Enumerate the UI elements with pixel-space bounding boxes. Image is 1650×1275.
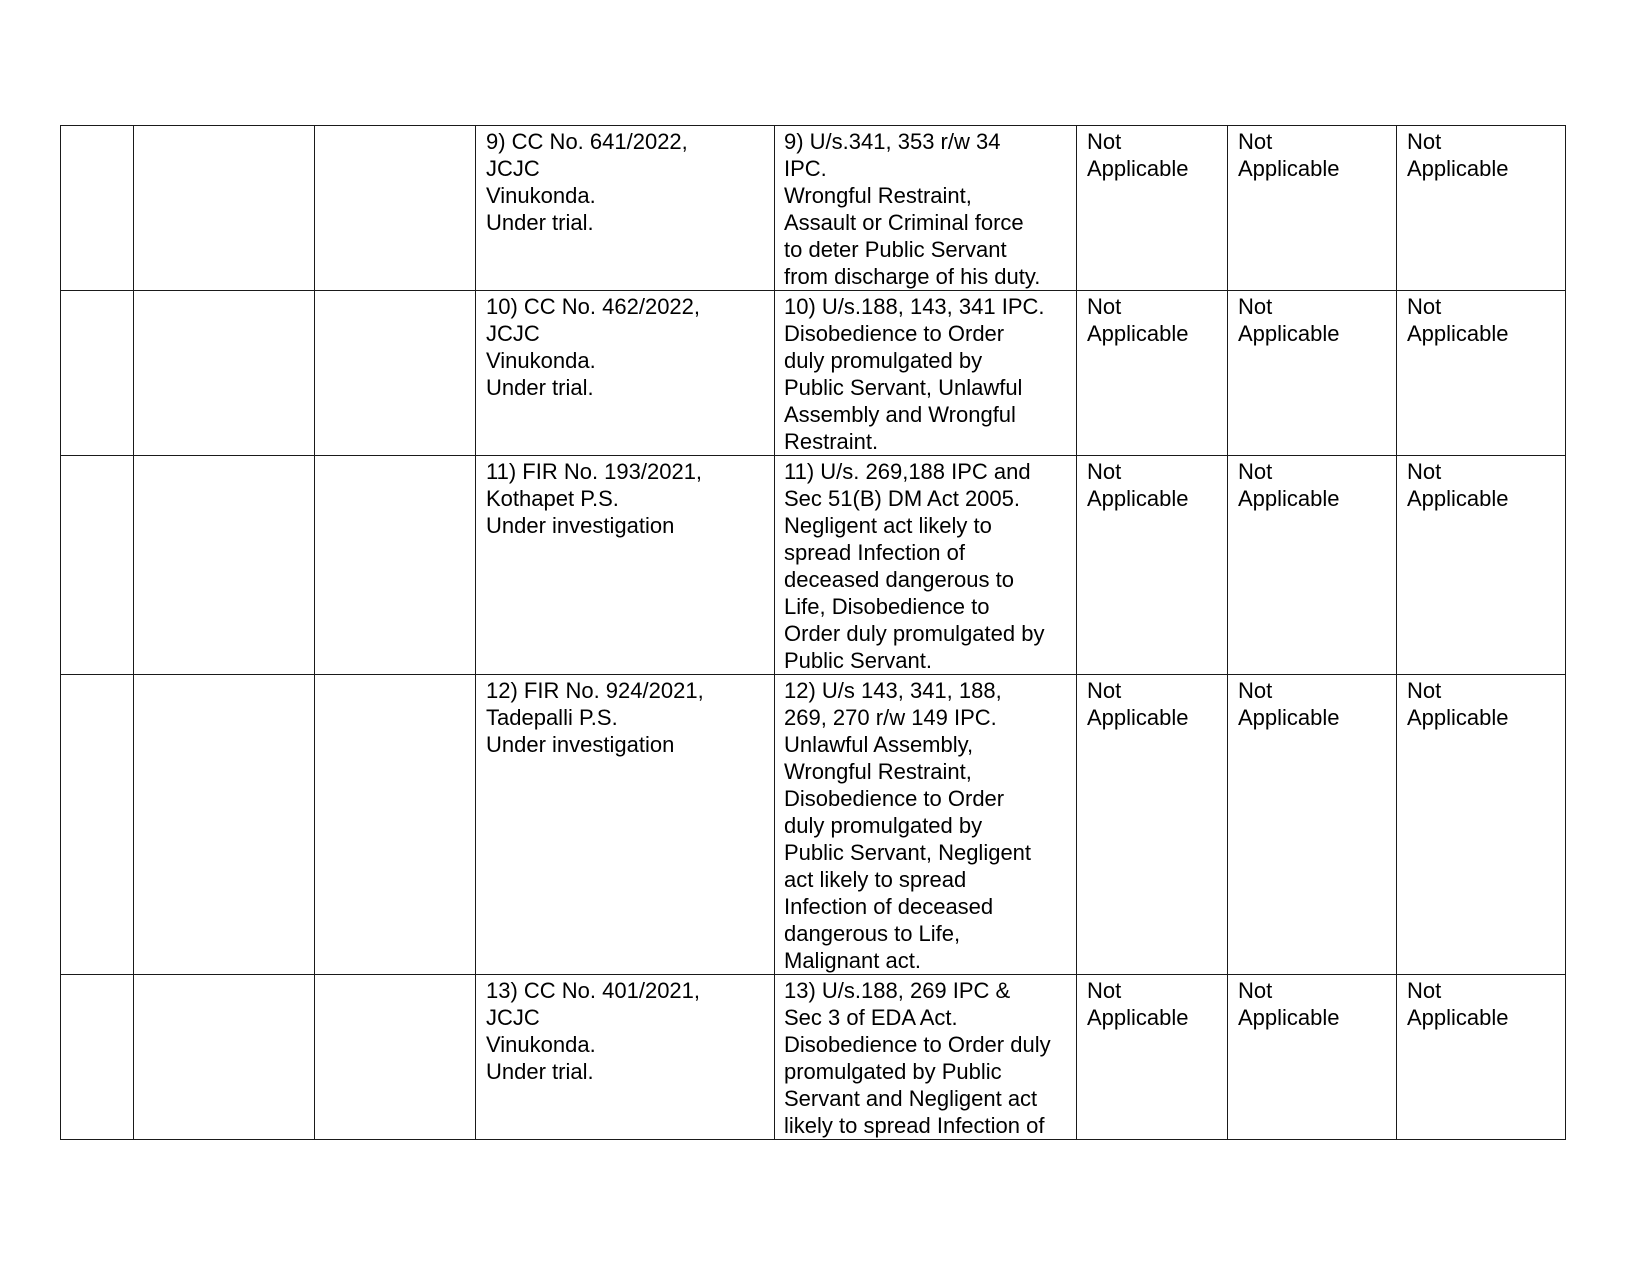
status-cell-c-line: Not xyxy=(1407,459,1442,484)
status-cell-c-line: Not xyxy=(1407,978,1442,1003)
case-cell-line: JCJC xyxy=(486,156,540,181)
case-cell xyxy=(476,456,775,675)
sections-cell xyxy=(775,675,1077,975)
sections-cell-line: Sec 51(B) DM Act 2005. xyxy=(784,486,1020,511)
status-cell-a xyxy=(1077,126,1228,291)
sections-cell xyxy=(775,291,1077,456)
case-cell xyxy=(476,291,775,456)
sections-cell-line: Assault or Criminal force xyxy=(784,210,1024,235)
case-cell-line: Tadepalli P.S. xyxy=(486,705,618,730)
name-cell xyxy=(134,975,315,1140)
sections-cell-line: deceased dangerous to xyxy=(784,567,1014,592)
sections-cell xyxy=(775,126,1077,291)
detail-cell xyxy=(315,126,476,291)
status-cell-c-line: Applicable xyxy=(1407,486,1509,511)
serial-cell xyxy=(61,291,134,456)
status-cell-a xyxy=(1077,675,1228,975)
status-cell-a-line: Applicable xyxy=(1087,156,1189,181)
status-cell-b xyxy=(1228,675,1397,975)
status-cell-a xyxy=(1077,291,1228,456)
detail-cell xyxy=(315,456,476,675)
status-cell-a-line: Not xyxy=(1087,459,1122,484)
case-cell-line: Under trial. xyxy=(486,210,594,235)
sections-cell-line: Unlawful Assembly, xyxy=(784,732,974,757)
detail-cell xyxy=(315,975,476,1140)
sections-cell-line: 12) U/s 143, 341, 188, xyxy=(784,678,1002,703)
sections-cell-line: Restraint. xyxy=(784,429,879,454)
status-cell-b xyxy=(1228,291,1397,456)
sections-cell-line: promulgated by Public xyxy=(784,1059,1002,1084)
status-cell-b-line: Applicable xyxy=(1238,1005,1340,1030)
sections-cell-line: duly promulgated by xyxy=(784,348,983,373)
sections-cell-line: Order duly promulgated by xyxy=(784,621,1045,646)
sections-cell-line: Assembly and Wrongful xyxy=(784,402,1016,427)
sections-cell-line: Wrongful Restraint, xyxy=(784,759,972,784)
case-cell xyxy=(476,675,775,975)
serial-cell xyxy=(61,975,134,1140)
case-cell-line: Vinukonda. xyxy=(486,348,596,373)
status-cell-c xyxy=(1397,975,1566,1140)
table-row xyxy=(61,291,1566,456)
status-cell-a xyxy=(1077,975,1228,1140)
status-cell-c-line: Applicable xyxy=(1407,321,1509,346)
sections-cell-line: Public Servant. xyxy=(784,648,932,673)
case-cell xyxy=(476,126,775,291)
status-cell-a-line: Not xyxy=(1087,978,1122,1003)
serial-cell xyxy=(61,675,134,975)
status-cell-b-line: Not xyxy=(1238,459,1273,484)
case-cell-line: JCJC xyxy=(486,1005,540,1030)
sections-cell-line: 269, 270 r/w 149 IPC. xyxy=(784,705,997,730)
status-cell-b xyxy=(1228,975,1397,1140)
case-cell-line: 13) CC No. 401/2021, xyxy=(486,978,701,1003)
status-cell-a-line: Applicable xyxy=(1087,486,1189,511)
detail-cell xyxy=(315,291,476,456)
status-cell-b-line: Applicable xyxy=(1238,705,1340,730)
status-cell-b-line: Not xyxy=(1238,294,1273,319)
sections-cell-line: Wrongful Restraint, xyxy=(784,183,972,208)
status-cell-b-line: Applicable xyxy=(1238,156,1340,181)
sections-cell-line: 13) U/s.188, 269 IPC & xyxy=(784,978,1011,1003)
detail-cell xyxy=(315,675,476,975)
sections-cell-line: duly promulgated by xyxy=(784,813,983,838)
case-cell-line: 11) FIR No. 193/2021, xyxy=(486,459,703,484)
sections-cell-line: dangerous to Life, xyxy=(784,921,961,946)
sections-cell-line: 10) U/s.188, 143, 341 IPC. xyxy=(784,294,1045,319)
table-row xyxy=(61,456,1566,675)
case-cell-line: JCJC xyxy=(486,321,540,346)
sections-cell-line: Disobedience to Order duly xyxy=(784,1032,1051,1057)
status-cell-a xyxy=(1077,456,1228,675)
cases-table xyxy=(60,125,1566,1140)
sections-cell-line: 9) U/s.341, 353 r/w 34 xyxy=(784,129,1001,154)
case-cell-line: Under investigation xyxy=(486,732,675,757)
case-cell-line: Under trial. xyxy=(486,1059,594,1084)
status-cell-b-line: Not xyxy=(1238,978,1273,1003)
status-cell-c-line: Not xyxy=(1407,129,1442,154)
status-cell-c-line: Applicable xyxy=(1407,1005,1509,1030)
name-cell xyxy=(134,456,315,675)
serial-cell xyxy=(61,456,134,675)
sections-cell-line: from discharge of his duty. xyxy=(784,264,1041,289)
case-cell-line: Under trial. xyxy=(486,375,594,400)
status-cell-c xyxy=(1397,675,1566,975)
sections-cell-line: Sec 3 of EDA Act. xyxy=(784,1005,958,1030)
sections-cell-line: IPC. xyxy=(784,156,827,181)
name-cell xyxy=(134,291,315,456)
sections-cell-line: Disobedience to Order xyxy=(784,321,1005,346)
status-cell-b xyxy=(1228,126,1397,291)
case-cell-line: 12) FIR No. 924/2021, xyxy=(486,678,704,703)
case-cell-line: Under investigation xyxy=(486,513,675,538)
sections-cell-line: likely to spread Infection of xyxy=(784,1113,1045,1138)
case-cell-line: 9) CC No. 641/2022, xyxy=(486,129,688,154)
status-cell-c-line: Not xyxy=(1407,678,1442,703)
sections-cell-line: Public Servant, Unlawful xyxy=(784,375,1023,400)
status-cell-a-line: Not xyxy=(1087,129,1122,154)
serial-cell xyxy=(61,126,134,291)
status-cell-a-line: Not xyxy=(1087,294,1122,319)
status-cell-b-line: Not xyxy=(1238,129,1273,154)
sections-cell-line: Malignant act. xyxy=(784,948,921,973)
case-cell-line: Vinukonda. xyxy=(486,1032,596,1057)
sections-cell-line: to deter Public Servant xyxy=(784,237,1007,262)
sections-cell-line: 11) U/s. 269,188 IPC and xyxy=(784,459,1031,484)
sections-cell-line: Servant and Negligent act xyxy=(784,1086,1038,1111)
status-cell-c xyxy=(1397,126,1566,291)
sections-cell-line: Disobedience to Order xyxy=(784,786,1005,811)
status-cell-c-line: Applicable xyxy=(1407,705,1509,730)
case-cell-line: Vinukonda. xyxy=(486,183,596,208)
sections-cell-line: Negligent act likely to xyxy=(784,513,992,538)
status-cell-b-line: Applicable xyxy=(1238,486,1340,511)
sections-cell xyxy=(775,975,1077,1140)
case-cell-line: 10) CC No. 462/2022, xyxy=(486,294,701,319)
status-cell-a-line: Applicable xyxy=(1087,1005,1189,1030)
status-cell-b-line: Not xyxy=(1238,678,1273,703)
sections-cell-line: Infection of deceased xyxy=(784,894,994,919)
table-row xyxy=(61,975,1566,1140)
status-cell-b-line: Applicable xyxy=(1238,321,1340,346)
name-cell xyxy=(134,675,315,975)
table-row xyxy=(61,126,1566,291)
case-cell-line: Kothapet P.S. xyxy=(486,486,619,511)
status-cell-c xyxy=(1397,291,1566,456)
sections-cell-line: act likely to spread xyxy=(784,867,967,892)
sections-cell-line: spread Infection of xyxy=(784,540,966,565)
status-cell-a-line: Not xyxy=(1087,678,1122,703)
status-cell-c xyxy=(1397,456,1566,675)
status-cell-a-line: Applicable xyxy=(1087,321,1189,346)
status-cell-a-line: Applicable xyxy=(1087,705,1189,730)
case-cell xyxy=(476,975,775,1140)
table-body xyxy=(61,126,1566,1140)
sections-cell-line: Life, Disobedience to xyxy=(784,594,990,619)
status-cell-b xyxy=(1228,456,1397,675)
sections-cell xyxy=(775,456,1077,675)
sections-cell-line: Public Servant, Negligent xyxy=(784,840,1032,865)
table-row xyxy=(61,675,1566,975)
status-cell-c-line: Applicable xyxy=(1407,156,1509,181)
status-cell-c-line: Not xyxy=(1407,294,1442,319)
name-cell xyxy=(134,126,315,291)
